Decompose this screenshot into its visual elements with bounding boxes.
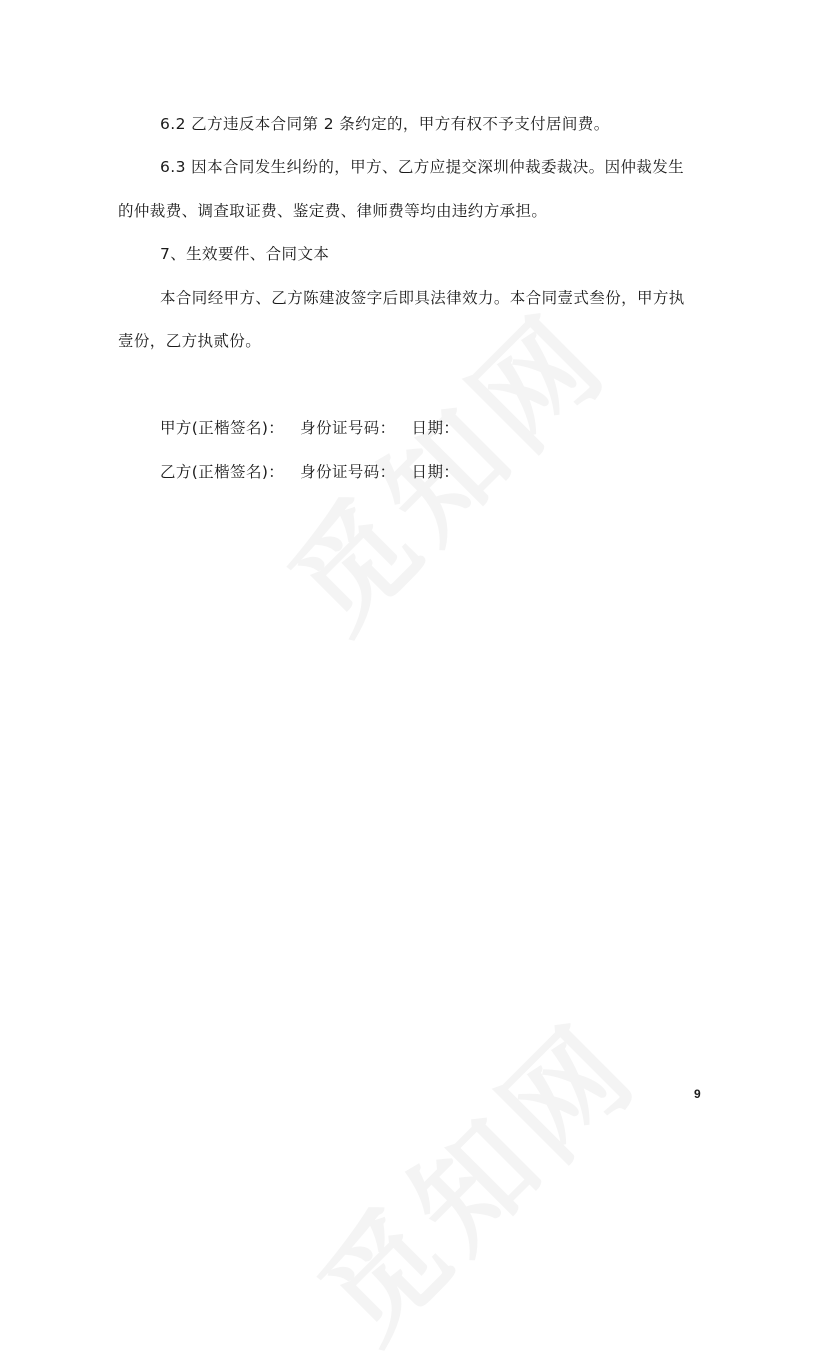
watermark-text-bottom [276, 979, 668, 1371]
party-b-signature-line: 乙方(正楷签名)： 身份证号码： 日期： [160, 463, 460, 481]
section-7-paragraph-line-1: 本合同经甲方、乙方陈建波签字后即具法律效力。本合同壹式叁份，甲方执 [160, 289, 685, 307]
clause-6-3-line-1: 6.3 因本合同发生纠纷的，甲方、乙方应提交深圳仲裁委裁决。因仲裁发生 [160, 158, 685, 176]
clause-6-2: 6.2 乙方违反本合同第 2 条约定的，甲方有权不予支付居间费。 [160, 115, 610, 133]
page-number: 9 [694, 1087, 701, 1101]
clause-6-3-line-2: 的仲裁费、调查取证费、鉴定费、律师费等均由违约方承担。 [118, 202, 548, 220]
party-a-signature-line: 甲方(正楷签名)： 身份证号码： 日期： [160, 419, 460, 437]
section-7-paragraph-line-2: 壹份，乙方执贰份。 [118, 332, 262, 350]
section-7-heading: 7、生效要件、合同文本 [160, 245, 330, 263]
